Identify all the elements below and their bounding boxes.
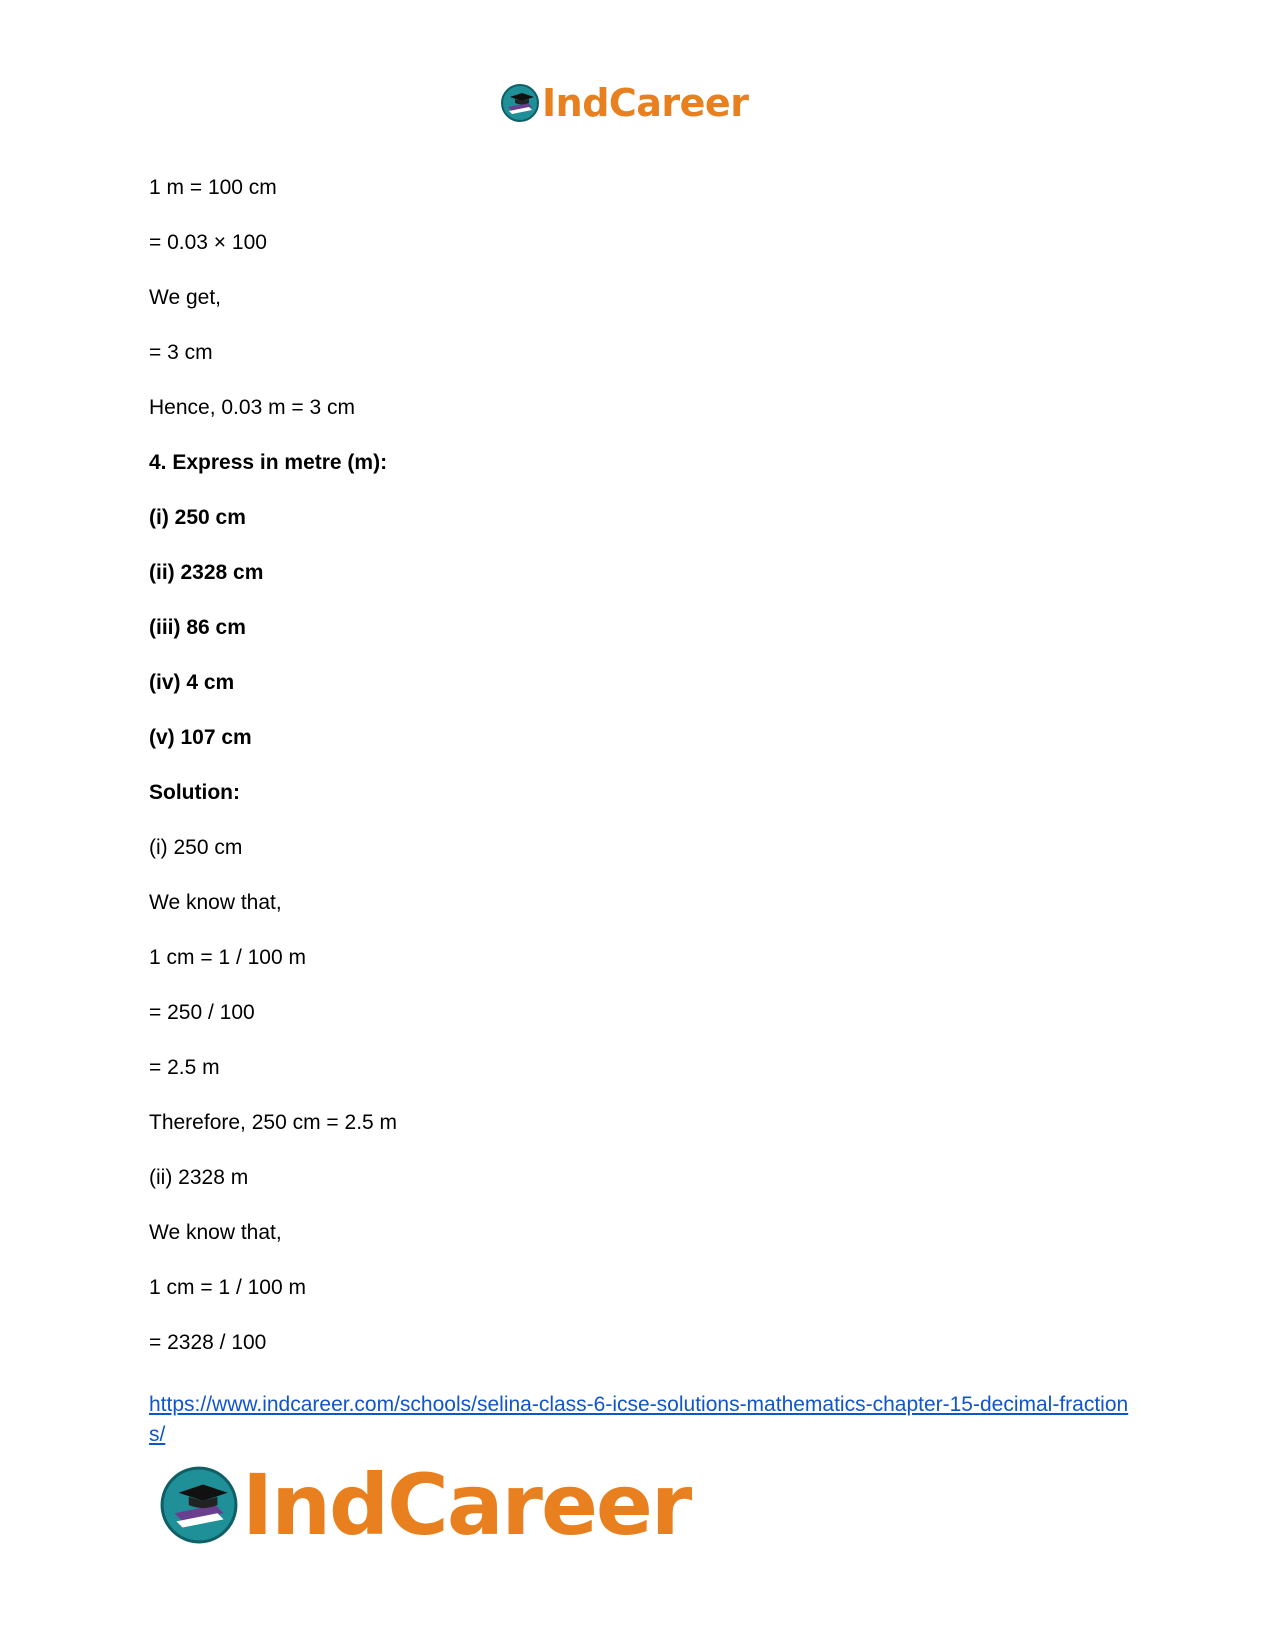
solution-text: = 2328 / 100 xyxy=(149,1331,267,1354)
header-logo xyxy=(500,78,748,128)
solution-text: We get, xyxy=(149,286,221,309)
source-url-link[interactable]: https://www.indcareer.com/schools/selina-class-6-icse-solutions-mathematics-chapter-15-decimal-fractions/ xyxy=(149,1393,1129,1446)
solution-text: = 2.5 m xyxy=(149,1056,220,1079)
solution-text: = 3 cm xyxy=(149,341,213,364)
solution-text: Hence, 0.03 m = 3 cm xyxy=(149,396,356,419)
graduation-books-icon xyxy=(158,1464,240,1546)
question-text: (i) 250 cm xyxy=(149,506,246,529)
solution-text: 1 cm = 1 / 100 m xyxy=(149,1276,306,1299)
solution-text: We know that, xyxy=(149,891,282,914)
graduation-books-icon xyxy=(500,83,540,123)
footer-logo xyxy=(158,1456,691,1554)
document-body xyxy=(149,175,1129,1385)
question-text: Solution: xyxy=(149,781,240,804)
solution-text: (ii) 2328 m xyxy=(149,1166,249,1189)
question-text: (iii) 86 cm xyxy=(149,616,246,639)
question-text: (ii) 2328 cm xyxy=(149,561,264,584)
solution-text: We know that, xyxy=(149,1221,282,1244)
solution-text: = 0.03 × 100 xyxy=(149,231,267,254)
header-logo-text: IndCareer xyxy=(542,81,749,125)
question-text: (iv) 4 cm xyxy=(149,671,235,694)
solution-text: 1 m = 100 cm xyxy=(149,176,277,199)
solution-text: (i) 250 cm xyxy=(149,836,243,859)
footer-logo-text: IndCareer xyxy=(242,1456,691,1554)
question-text: (v) 107 cm xyxy=(149,726,252,749)
solution-text: 1 cm = 1 / 100 m xyxy=(149,946,306,969)
solution-text: Therefore, 250 cm = 2.5 m xyxy=(149,1111,398,1134)
solution-text: = 250 / 100 xyxy=(149,1001,255,1024)
question-text: 4. Express in metre (m): xyxy=(149,451,388,474)
